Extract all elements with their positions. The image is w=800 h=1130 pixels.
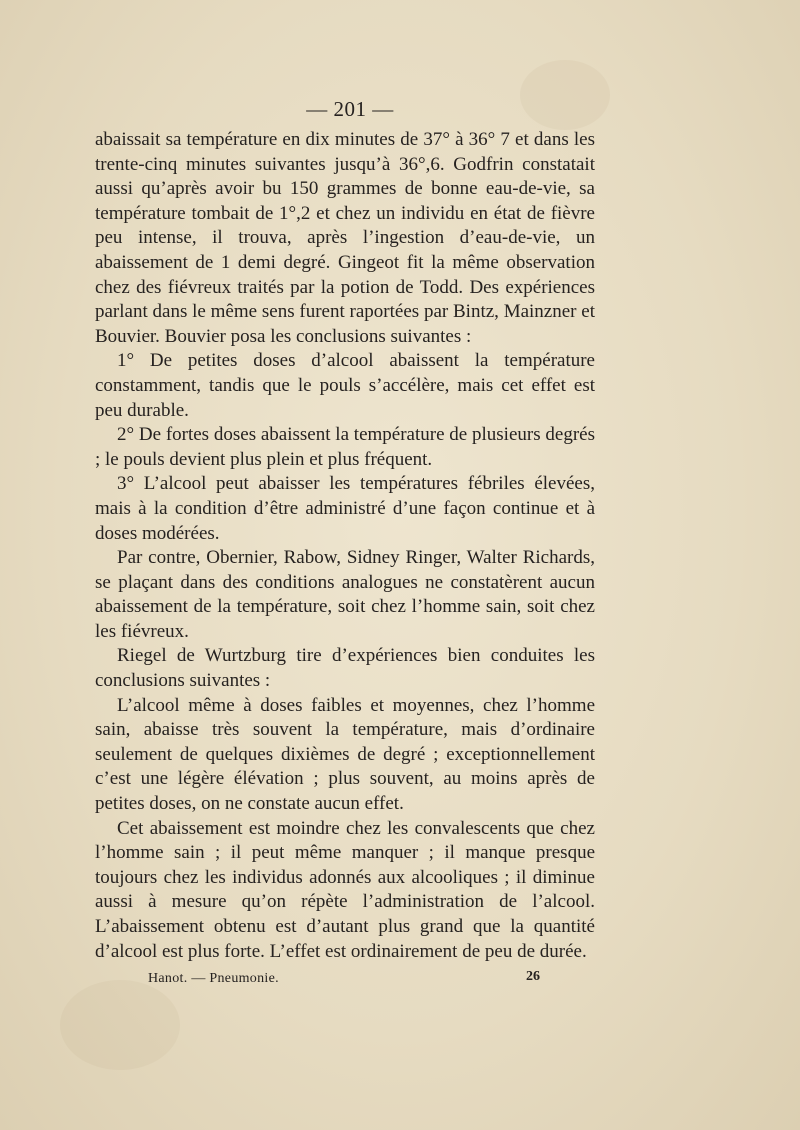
body-text bbox=[95, 128, 595, 964]
paragraph: Riegel de Wurtzburg tire d’expériences bien conduites les conclusions suivantes : bbox=[95, 645, 595, 692]
paper-stain bbox=[60, 980, 180, 1070]
paragraph: Par contre, Obernier, Rabow, Sidney Ringer, Walter Richards, se plaçant dans des conditions analogues ne constatèrent aucun abaissement de la température, soit chez l’homme sain, soit chez les fiévreux. bbox=[95, 547, 595, 642]
page-number: — 201 — bbox=[306, 97, 394, 121]
sheet-number: 26 bbox=[526, 969, 540, 984]
paragraph: L’alcool même à doses faibles et moyennes, chez l’homme sain, abaisse très souvent la température, mais d’ordinaire seulement de quelques dixièmes de degré ; exceptionnellement c’est une légère élévation ; plus souvent, au moins après de petites doses, on ne constate aucun effet. bbox=[95, 694, 595, 815]
footer-signature: Hanot. — Pneumonie. bbox=[148, 971, 279, 986]
paragraph: 1° De petites doses d’alcool abaissent la température constamment, tandis que le pouls s’accélère, mais cet effet est peu durable. bbox=[95, 350, 595, 421]
paragraph: 3° L’alcool peut abaisser les températures fébriles élevées, mais à la condition d’être administré d’une façon continue et à doses modérées. bbox=[95, 473, 595, 544]
paragraph: abaissait sa température en dix minutes de 37° à 36° 7 et dans les trente-cinq minutes suivantes jusqu’à 36°,6. Godfrin constatait aussi qu’après avoir bu 150 grammes de bonne eau-de-vie, sa température tombait de 1°,2 et chez un individu en état de fièvre peu intense, il trouva, après l’ingestion d’eau-de-vie, un abaissement de 1 demi degré. Gingeot fit la même observation chez des fiévreux traités par la potion de Todd. Des expériences parlant dans le même sens furent raportées par Bintz, Mainzner et Bouvier. Bouvier posa les conclusions suivantes : bbox=[95, 129, 595, 347]
paragraph: 2° De fortes doses abaissent la température de plusieurs degrés ; le pouls devient plus plein et plus fréquent. bbox=[95, 424, 595, 470]
paragraph: Cet abaissement est moindre chez les convalescents que chez l’homme sain ; il peut même manquer ; il manque presque toujours chez les individus adonnés aux alcooliques ; il diminue aussi à mesure qu’on répète l’administration de l’alcool. L’abaissement obtenu est d’autant plus grand que la quantité d’alcool est plus forte. L’effet est ordinairement de peu de durée. bbox=[95, 817, 595, 962]
